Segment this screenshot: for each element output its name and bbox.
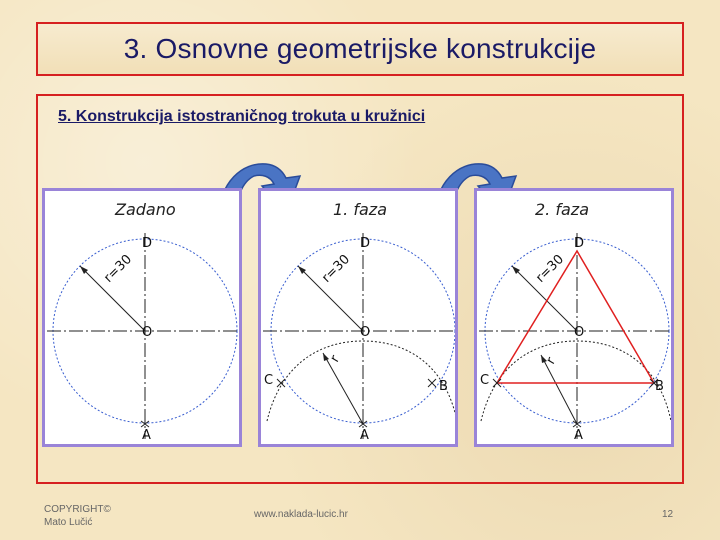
point-label-c: C xyxy=(264,373,274,388)
radius-label: r=30 xyxy=(533,252,568,286)
slide-subtitle: 5. Konstrukcija istostraničnog trokuta u kružnici xyxy=(58,108,426,125)
panel-heading: 1. faza xyxy=(333,200,387,219)
arc-radius-label: r xyxy=(543,354,560,367)
point-label-d: D xyxy=(574,236,585,251)
arc-radius-label: r xyxy=(327,352,344,365)
point-label-c: C xyxy=(480,373,490,388)
equilateral-triangle xyxy=(497,251,654,383)
point-label-b: B xyxy=(439,379,448,394)
point-label-a: A xyxy=(142,428,151,443)
page-number: 12 xyxy=(662,509,674,520)
point-label-d: D xyxy=(360,236,371,251)
slide-title: 3. Osnovne geometrijske konstrukcije xyxy=(123,33,597,64)
copyright-line: COPYRIGHT© xyxy=(44,504,111,515)
panel-given xyxy=(42,188,242,447)
radius-label: r=30 xyxy=(101,252,136,286)
point-label-o: O xyxy=(574,325,585,340)
point-label-d: D xyxy=(142,236,153,251)
radius-label: r=30 xyxy=(319,252,354,286)
point-label-o: O xyxy=(360,325,371,340)
panel-heading: Zadano xyxy=(115,200,176,219)
footer-url: www.naklada-lucic.hr xyxy=(254,509,348,520)
title-frame xyxy=(36,22,684,76)
point-label-b: B xyxy=(655,379,664,394)
point-label-a: A xyxy=(574,428,583,443)
point-label-a: A xyxy=(360,428,369,443)
author-line: Mato Lučić xyxy=(44,517,93,528)
footer-copyright xyxy=(44,503,111,529)
panel-heading: 2. faza xyxy=(535,200,589,219)
point-label-o: O xyxy=(142,325,153,340)
panel-phase-2 xyxy=(474,188,674,447)
panel-phase-1 xyxy=(258,188,458,447)
